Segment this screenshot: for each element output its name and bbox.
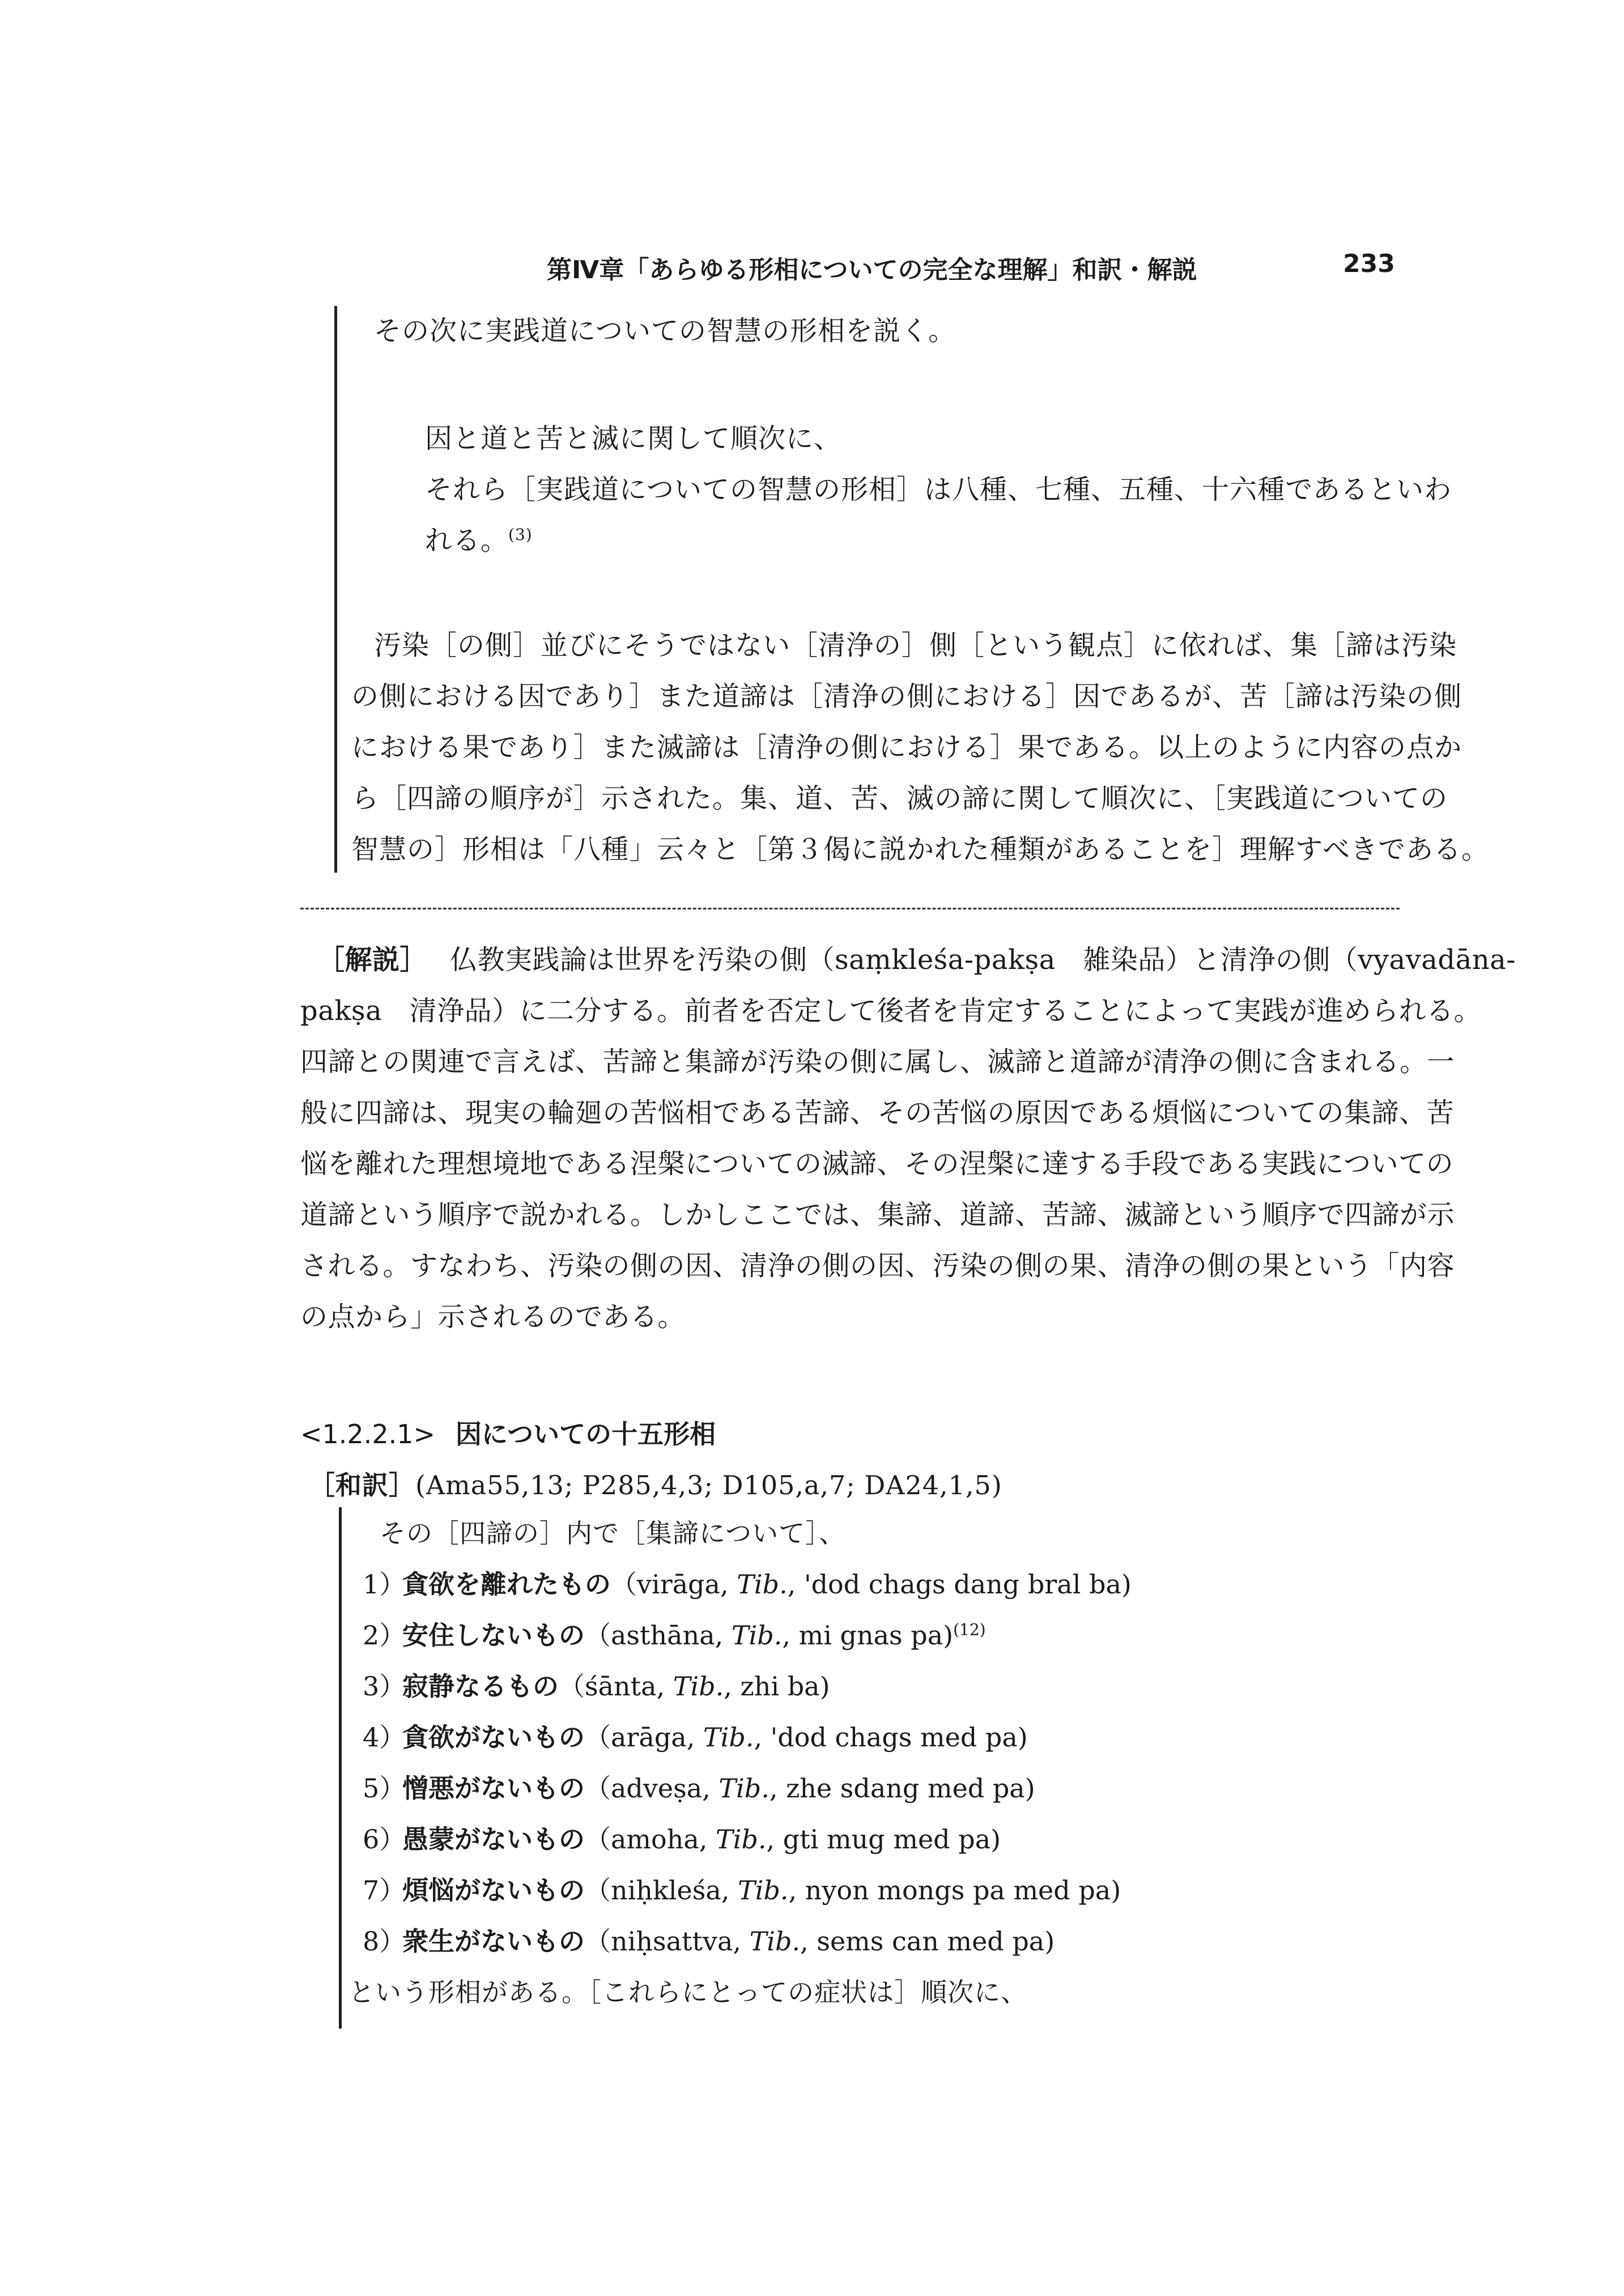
list-item: 1）貪欲を離れたもの（virāga, Tib., 'dod chags dang bral ba) [363,1569,1132,1600]
list-item: 7）煩悩がないもの（niḥkleśa, Tib., nyon mongs pa med pa) [363,1875,1121,1906]
list-item: 8）衆生がないもの（niḥsattva, Tib., sems can med pa) [363,1926,1055,1957]
verse-line-2: それら［実践道についての智慧の形相］は八種、七種、五種、十六種であるといわ [425,474,1452,505]
section-title: 因についての十五形相 [456,1419,716,1449]
list-item: 4）貪欲がないもの（arāga, Tib., 'dod chags med pa) [363,1722,1028,1753]
commentary-line-1: 汚染［の側］並びにそうではない［清浄の］側［という観点］に依れば、集［諦は汚染 [374,630,1457,661]
verse-note: (3) [508,525,533,544]
page-number: 233 [1343,249,1395,278]
translation-label: ［和訳］ [309,1470,415,1500]
explanation-line-1 [317,938,1516,977]
list-item: 2）安住しないもの（asthāna, Tib., mi gnas pa)$^{(12)}$ [363,1620,986,1651]
quote-intro: その次に実践道についての智慧の形相を説く。 [374,315,956,347]
verse-line-3-text: れる。 [425,525,509,556]
explanation-line-4: 般に四諦は、現実の輪廻の苦悩相である苦諦、その苦悩の原因である煩悩についての集諦、苦 [300,1097,1455,1129]
section-closing: という形相がある。［これらにとっての症状は］順次に、 [348,1977,1028,2008]
references: (Ama55,13; P285,4,3; D105,a,7; DA24,1,5) [415,1470,1002,1500]
explanation-line-8: の点から」示されるのである。 [300,1301,686,1333]
list-item: 5）憎悪がないもの（adveṣa, Tib., zhe sdang med pa) [363,1773,1035,1804]
list-item: 3）寂静なるもの（śānta, Tib., zhi ba) [363,1671,830,1702]
explanation-line-5: 悩を離れた理想境地である涅槃についての滅諦、その涅槃に達する手段である実践についての [300,1148,1454,1180]
explanation-line-7: される。すなわち、汚染の側の因、清浄の側の因、汚染の側の果、清浄の側の果という「内容 [300,1250,1455,1282]
running-header: 第Ⅳ章「あらゆる形相についての完全な理解」和訳・解説 [547,256,1197,284]
explanation-line-2: pakṣa 清浄品）に二分する。前者を否定して後者を肯定することによって実践が進められる。 [300,995,1482,1027]
commentary-line-4: ら［四諦の順序が］示された。集、道、苦、滅の諦に関して順次に、［実践道についての [351,783,1448,814]
explanation-line-6: 道諦という順序で説かれる。しかしここでは、集諦、道諦、苦諦、滅諦という順序で四諦が示 [300,1199,1455,1231]
quote-block-bar [334,306,337,873]
explanation-text-1: 仏教実践論は世界を汚染の側（saṃkleśa-pakṣa 雑染品）と清浄の側（vyavadāna- [450,944,1516,976]
commentary-line-2: の側における因であり］また道諦は［清浄の側における］因であるが、苦［諦は汚染の側 [351,681,1463,712]
commentary-line-5: 智慧の］形相は「八種」云々と［第３偈に説かれた種類があることを］理解すべきである。 [351,834,1490,865]
section-block-bar [339,1507,342,2029]
list-item: 6）愚蒙がないもの（amoha, Tib., gti mug med pa) [363,1824,1001,1855]
translation-heading [309,1465,1002,1502]
verse-line-1: 因と道と苦と滅に関して順次に、 [425,423,842,454]
commentary-line-3: における果であり］また滅諦は［清浄の側における］果である。以上のように内容の点か [351,732,1463,763]
explanation-label: ［解説］ [317,944,428,976]
section-number: <1.2.2.1> [300,1419,436,1449]
section-divider [300,908,1400,909]
section-intro: その［四諦の］内で［集諦について］、 [380,1518,846,1549]
explanation-line-3: 四諦との関連で言えば、苦諦と集諦が汚染の側に属し、滅諦と道諦が清浄の側に含まれる。一 [300,1046,1455,1078]
verse-line-3 [425,518,533,558]
section-heading [300,1414,716,1451]
